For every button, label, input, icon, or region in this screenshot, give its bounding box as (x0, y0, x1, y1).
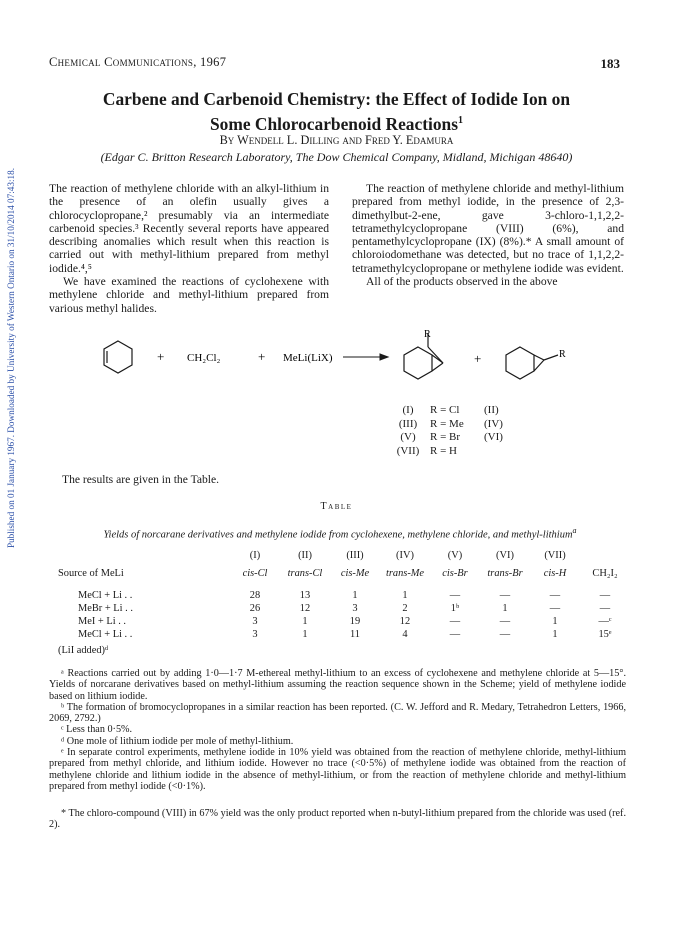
table-cell: — (549, 590, 561, 601)
footnote: ᵇ The formation of bromocyclopropanes in a similar reaction has been reported. (C. W. Jefford and R. Medary, Tetrahedron Letters, 1966, 2069, 2792.) (49, 701, 626, 725)
column-type: cis-Br (442, 568, 468, 579)
table-cell: 1 (552, 629, 558, 640)
table-cell: 15ᵉ (598, 629, 612, 640)
table-cell: — (599, 590, 611, 601)
column-type: CH₂I₂ (592, 568, 618, 579)
compound-number: (III) (398, 417, 418, 430)
table-cell: 4 (402, 629, 408, 640)
source-note: (LiI added)ᵈ (58, 645, 109, 656)
table-cell: 1 (502, 603, 508, 614)
table-cell: 1 (402, 590, 408, 601)
column-number: (III) (346, 550, 364, 561)
table-row (58, 628, 630, 641)
paragraph: All of the products observed in the above (366, 275, 558, 289)
substituent-r: R (559, 349, 566, 360)
paragraph: The reaction of methylene chloride and methyl-lithium prepared from methyl iodide, in the presence of 2,3-dimethylbut-2-ene, gave 3-chloro-1,1,2,2-tetramethylcyclopropane (VIII) (6%), and pentamethylcyclopropane (IX) (8%).* A small amount of chloroiodomethane was detected, but no trace of 1,1,2,2-tetramethylcyclopropane or methylene iodide was evident. (352, 182, 624, 275)
compound-number: (I) (402, 404, 414, 416)
title-line-1: Carbene and Carbenoid Chemistry: the Effect of Iodide Ion on (102, 89, 571, 109)
compound-label-row (392, 431, 504, 445)
compound-number (483, 445, 504, 459)
download-watermark-text[interactable]: Published on 01 January 1967. Downloaded by University of Western Ontario on 31/10/2014 07:43:18. (6, 167, 16, 549)
table-cell: 1ᵇ (450, 603, 460, 614)
authors: By Wendell L. Dilling and Fred Y. Edamura (219, 133, 454, 147)
compound-number: (IV) (484, 417, 503, 430)
column-type: trans-Cl (287, 568, 323, 579)
table-cell: 1 (302, 616, 308, 627)
table-cell: 28 (249, 590, 261, 601)
column-type: cis-Cl (242, 568, 268, 579)
compound-label-row (392, 404, 504, 418)
source-cell: MeCl + Li . . (78, 629, 133, 640)
footnote: ᵈ One mole of lithium iodide per mole of methyl-lithium. (61, 735, 294, 747)
table-cell: 1 (302, 629, 308, 640)
compound-number: (VII) (396, 444, 420, 457)
column-type: cis-H (543, 568, 567, 579)
table-cell: 1 (352, 590, 358, 601)
table-cell: — (449, 616, 461, 627)
norcarane-trans-structure (506, 347, 558, 379)
table-cell: 2 (402, 603, 408, 614)
title-line-2: Some Chlorocarbenoid Reactions$^1$ (210, 113, 463, 134)
column-number (580, 547, 630, 564)
substituent-r: R (424, 329, 431, 340)
table-cell: — (599, 603, 611, 614)
plus-sign: + (157, 349, 165, 364)
table-cell: —ᶜ (598, 616, 612, 627)
table-title: Table (320, 501, 353, 512)
table-cell: 3 (252, 629, 258, 640)
footnote: ᶜ Less than 0·5%. (61, 724, 133, 736)
compound-label-row (392, 418, 504, 432)
table-cell: 19 (349, 616, 361, 627)
title-ref: 1 (457, 115, 463, 126)
column-number: (V) (447, 550, 463, 561)
table-footnotes (49, 668, 626, 792)
compound-number: (V) (400, 431, 416, 443)
reagent-ch2cl2: CH₂Cl₂ (187, 352, 221, 364)
yields-table (58, 547, 630, 660)
plus-sign: + (258, 349, 266, 364)
reaction-scheme (60, 329, 640, 465)
cyclohexene-structure (104, 341, 132, 373)
reagent-meli: MeLi(LiX) (283, 352, 333, 364)
star-footnote: * The chloro-compound (VIII) in 67% yield was the only product reported when n-butyl-lithium prepared from the chloride was used (ref. 2). (49, 808, 626, 831)
table-cell: — (549, 603, 561, 614)
compound-number: (II) (484, 404, 499, 416)
table-row (58, 589, 630, 602)
compound-labels (392, 404, 504, 458)
table-cell: — (449, 629, 461, 640)
compound-label-row (392, 445, 504, 459)
paragraph: The reaction of methylene chloride with an alkyl-lithium in the presence of an olefin usually gives a chlorocyclopropane,² presumably via an intermediate carbenoid species.³ Recently several reports have appeared describing anomalies which result when this reaction is carried out with methyl-lithium prepared from methyl iodide.⁴,⁵ (49, 182, 329, 275)
download-watermark (4, 130, 18, 590)
table-header-types (58, 564, 630, 583)
column-type: trans-Br (487, 568, 523, 579)
table-cell: 3 (352, 603, 358, 614)
column-number: (IV) (396, 550, 414, 561)
column-number: (VI) (496, 550, 514, 561)
table-row (58, 615, 630, 628)
table-caption: Yields of norcarane derivatives and methylene iodide from cyclohexene, methylene chloride, and methyl-lithium$^a$ (103, 526, 577, 541)
results-sentence: The results are given in the Table. (62, 473, 220, 486)
table-cell: — (499, 629, 511, 640)
table-row-note (58, 641, 630, 660)
source-header: Source of MeLi (58, 568, 124, 579)
paragraph: We have examined the reactions of cyclohexene with methylene chloride and methyl-lithium prepared from various methyl halides. (49, 275, 329, 315)
table-cell: — (499, 590, 511, 601)
compound-r-group: R = Cl (430, 404, 460, 416)
page-number: 183 (600, 56, 620, 71)
table-cell: 12 (399, 616, 411, 627)
source-cell: MeI + Li . . (78, 616, 126, 627)
table-cell: 26 (249, 603, 261, 614)
reaction-arrow (343, 354, 388, 360)
column-number: (II) (298, 550, 312, 561)
column-type: trans-Me (385, 568, 425, 579)
compound-r-group: R = Me (430, 417, 464, 430)
table-cell: 12 (299, 603, 311, 614)
article-title (40, 89, 633, 135)
column-type: cis-Me (340, 568, 370, 579)
compound-r-group: R = Br (430, 431, 461, 443)
column-number: (I) (249, 550, 261, 561)
affiliation: (Edgar C. Britton Research Laboratory, The Dow Chemical Company, Midland, Michigan 48640) (100, 150, 573, 164)
table-cell: 13 (299, 590, 311, 601)
table-cell: 3 (252, 616, 258, 627)
footnote: ᵃ Reactions carried out by adding 1·0—1·7 M-ethereal methyl-lithium to an excess of cyclohexene and methylene chloride at 5—15°. Yields of norcarane derivatives based on methyl-lithium assuming the reaction sequence shown in the Scheme; yield of methylene iodide based on lithium iodide. (49, 668, 626, 702)
table-cell: 11 (349, 629, 360, 640)
table-cell: — (499, 616, 511, 627)
table-row (58, 602, 630, 615)
caption-note-mark: a (572, 526, 577, 535)
body-column-2 (352, 182, 624, 288)
body-column-1 (49, 182, 329, 315)
table-header-numbers (58, 547, 630, 564)
table-cell: — (449, 590, 461, 601)
source-cell: MeCl + Li . . (78, 590, 133, 601)
source-cell: MeBr + Li . . (78, 603, 133, 614)
footnote: ᵉ In separate control experiments, methylene iodide in 10% yield was obtained from the reaction of methylene chloride, methyl-lithium prepared from methyl chloride, and lithium iodide. However no trace (<0·5%) of methylene iodide was obtained from the reaction of methylene chloride and lithium iodide in the absence of methyl-lithium, or from the reaction of methylene chloride and methyl-lithium prepared from methyl iodide (<0·1%). (49, 747, 626, 792)
compound-number: (VI) (484, 431, 503, 443)
table-cell: 1 (552, 616, 558, 627)
column-number: (VII) (544, 550, 566, 561)
plus-sign: + (474, 351, 482, 366)
running-header: Chemical Communications, 1967 (49, 55, 227, 69)
compound-r-group: R = H (430, 444, 457, 457)
